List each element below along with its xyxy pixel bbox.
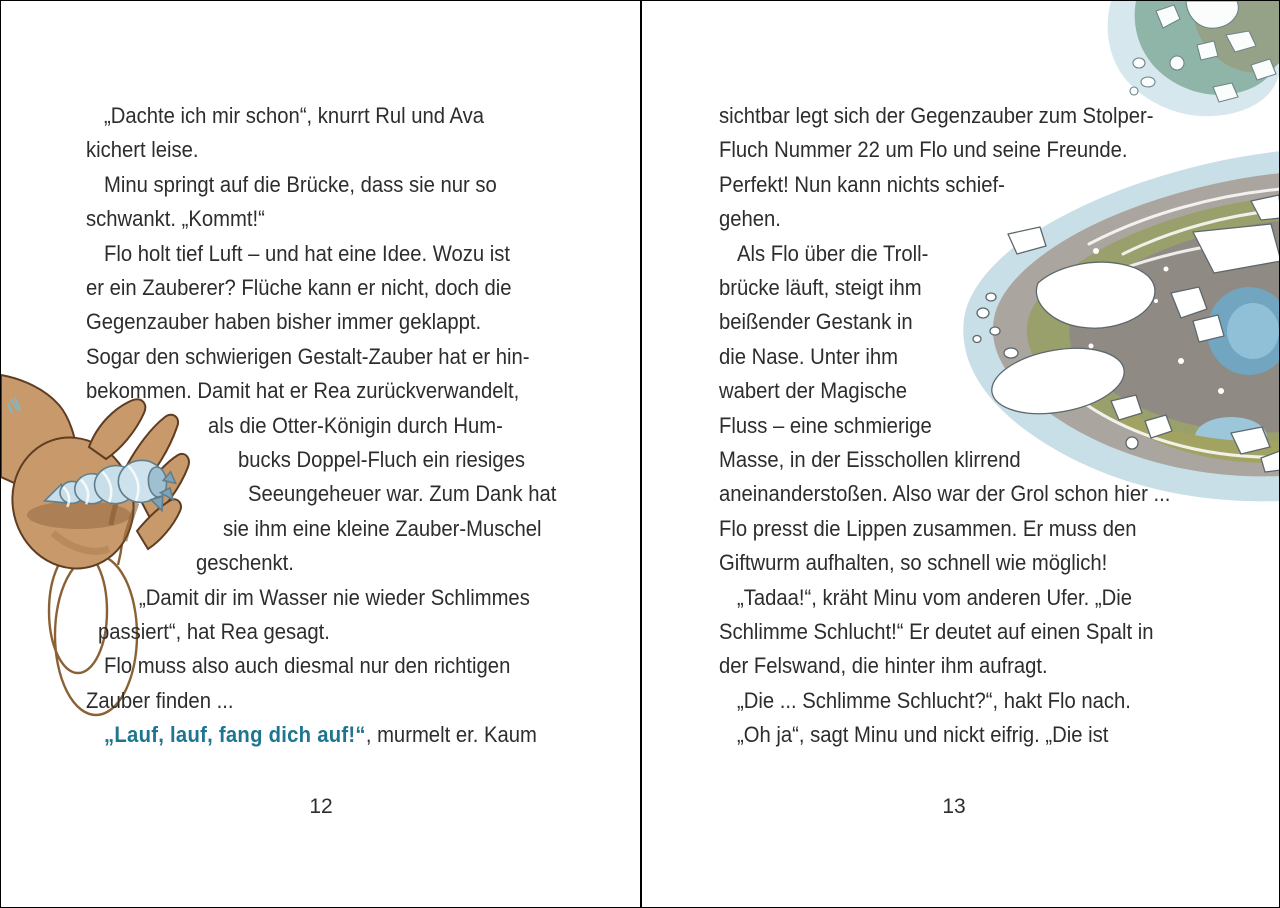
text-line: Giftwurm aufhalten, so schnell wie möglich! bbox=[719, 550, 1108, 576]
text-line: sichtbar legt sich der Gegenzauber zum Stolper- bbox=[719, 103, 1154, 128]
text-line: die Nase. Unter ihm bbox=[719, 343, 898, 369]
text-line: sie ihm eine kleine Zauber-Muschel bbox=[223, 515, 542, 541]
text-line: Masse, in der Eisschollen klirrend bbox=[719, 447, 1021, 472]
text-line: „Damit dir im Wasser nie wieder Schlimmes bbox=[139, 584, 530, 610]
spell-line-continuation: , murmelt er. Kaum bbox=[365, 722, 537, 748]
text-line: aneinanderstoßen. Also war der Grol schon hier ... bbox=[719, 481, 1171, 507]
page-gutter-divider bbox=[640, 1, 642, 907]
text-line: „Dachte ich mir schon“, knurrt Rul und Ava bbox=[104, 103, 485, 128]
magic-spell-text: „Lauf, lauf, fang dich auf!“ bbox=[104, 722, 366, 748]
text-line: Flo presst die Lippen zusammen. Er muss den bbox=[719, 515, 1137, 541]
text-line: Schlimme Schlucht!“ Er deutet auf einen Spalt in bbox=[719, 619, 1154, 644]
text-line: wabert der Magische bbox=[719, 378, 907, 404]
right-page-text bbox=[719, 1, 1199, 907]
text-line: Zauber finden ... bbox=[86, 687, 234, 713]
text-line: brücke läuft, steigt ihm bbox=[719, 275, 922, 300]
text-line: bucks Doppel-Fluch ein riesiges bbox=[238, 447, 526, 472]
text-line: Minu springt auf die Brücke, dass sie nur so bbox=[104, 171, 497, 197]
text-line: Fluch Nummer 22 um Flo und seine Freunde. bbox=[719, 137, 1128, 163]
text-line: passiert“, hat Rea gesagt. bbox=[98, 619, 330, 644]
text-line: Sogar den schwierigen Gestalt-Zauber hat er hin- bbox=[86, 343, 530, 369]
text-line: der Felswand, die hinter ihm aufragt. bbox=[719, 653, 1048, 679]
text-line: Gegenzauber haben bisher immer geklappt. bbox=[86, 309, 482, 335]
text-line: „Oh ja“, sagt Minu und nickt eifrig. „Die ist bbox=[737, 722, 1109, 748]
text-line: kichert leise. bbox=[86, 137, 199, 163]
text-line: Flo holt tief Luft – und hat eine Idee. Wozu ist bbox=[104, 240, 511, 266]
page-number-right: 13 bbox=[942, 795, 966, 818]
text-line: Fluss – eine schmierige bbox=[719, 412, 932, 438]
left-page-text bbox=[86, 1, 566, 907]
text-line: Als Flo über die Troll- bbox=[737, 240, 929, 266]
spell-text-line bbox=[104, 724, 537, 747]
text-line: Seeungeheuer war. Zum Dank hat bbox=[248, 481, 557, 507]
text-line: Flo muss also auch diesmal nur den richtigen bbox=[104, 653, 511, 679]
text-line: „Tadaa!“, kräht Minu vom anderen Ufer. „Die bbox=[737, 584, 1133, 610]
text-line: bekommen. Damit hat er Rea zurückverwandelt, bbox=[86, 378, 520, 404]
page-number-left: 12 bbox=[309, 795, 333, 818]
text-line: er ein Zauberer? Flüche kann er nicht, doch die bbox=[86, 275, 512, 300]
text-line: Perfekt! Nun kann nichts schief- bbox=[719, 171, 1005, 197]
text-line: „Die ... Schlimme Schlucht?“, hakt Flo nach. bbox=[737, 687, 1131, 713]
text-line: als die Otter-Königin durch Hum- bbox=[208, 412, 503, 438]
text-line: geschenkt. bbox=[196, 550, 294, 576]
text-line: gehen. bbox=[719, 206, 781, 232]
text-line: schwankt. „Kommt!“ bbox=[86, 206, 265, 232]
text-line: beißender Gestank in bbox=[719, 309, 913, 335]
